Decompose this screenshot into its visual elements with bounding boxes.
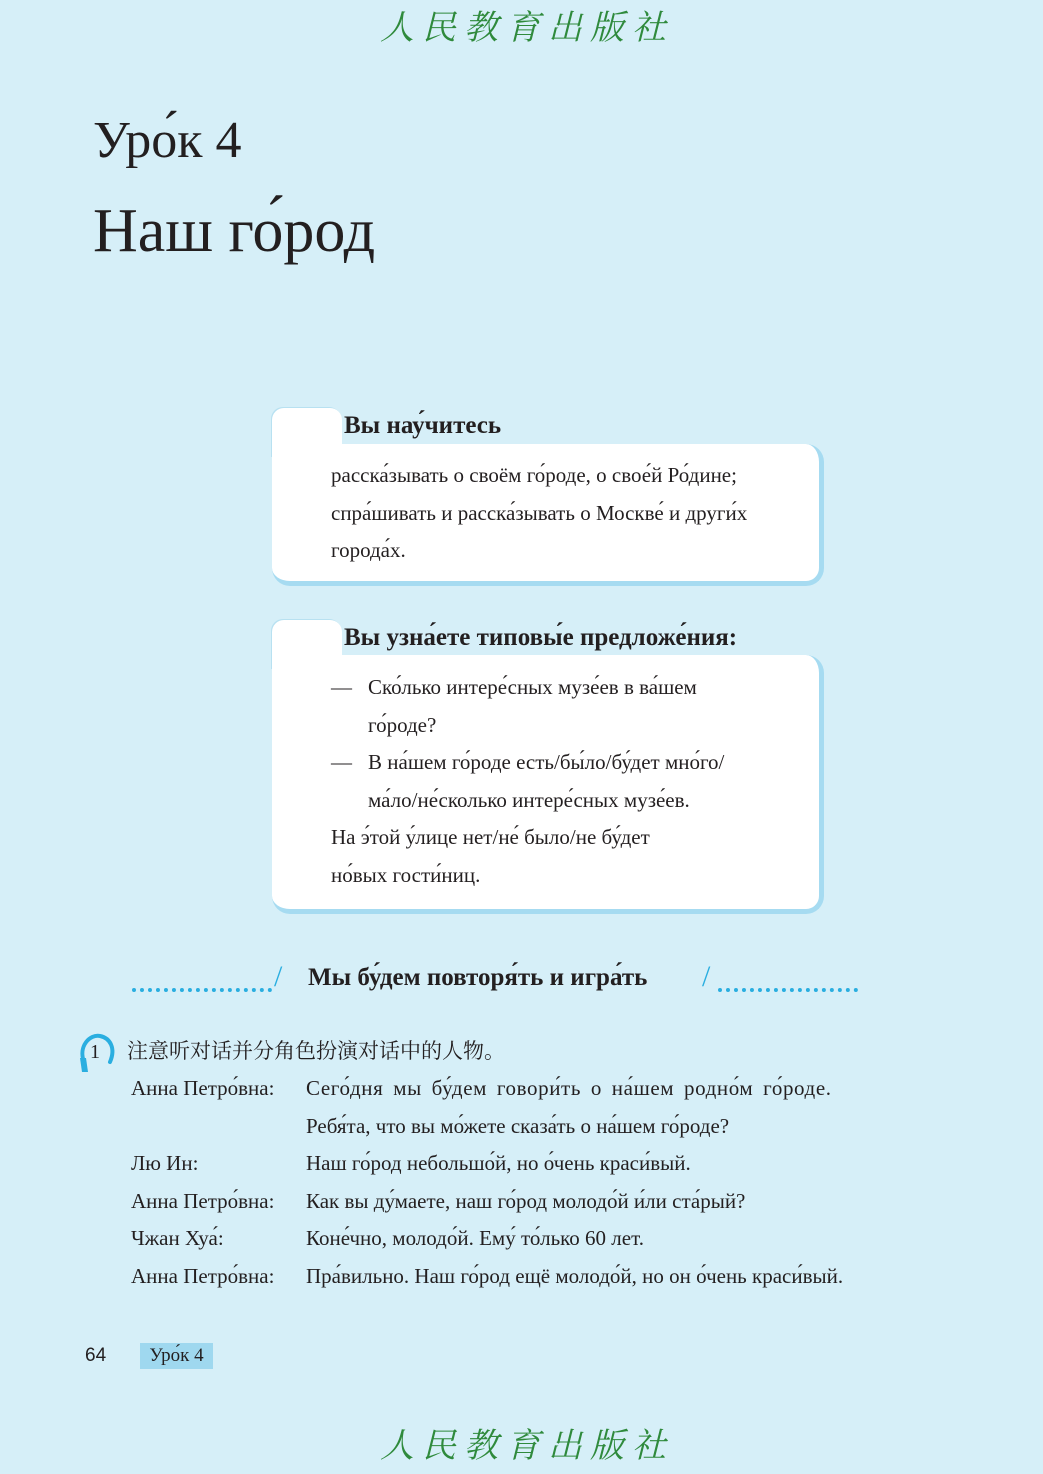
dialogue-row xyxy=(131,1145,931,1183)
exercise-number: 1 xyxy=(90,1041,100,1063)
dialogue-row xyxy=(131,1183,931,1221)
objectives-line: расска́зывать о своём го́роде, о свое́й Ро́дине; xyxy=(331,463,737,487)
model-sentence-text: го́роде? xyxy=(368,712,437,737)
dotted-rule-right xyxy=(718,968,858,992)
objectives-line: города́х. xyxy=(331,538,406,562)
publisher-logo-top: 人民教育出版社 xyxy=(380,8,674,48)
dialogue-speaker: Чжан Хуа́: xyxy=(131,1226,224,1250)
lesson-title: Наш го́род xyxy=(93,197,376,265)
dialogue-speaker: Лю Ин: xyxy=(131,1151,199,1175)
section-header xyxy=(132,958,862,998)
dialogue-line: Ребя́та, что вы мо́жете сказа́ть о на́шем го́роде? xyxy=(306,1113,730,1138)
dialogue-row xyxy=(131,1070,931,1108)
slash-left: / xyxy=(274,960,283,993)
slash-right: / xyxy=(702,960,711,993)
dash-mark: — xyxy=(331,750,352,774)
dialogue-speaker: Анна Петро́вна: xyxy=(131,1076,275,1100)
model-sentence-text: Ско́лько интере́сных музе́ев в ва́шем xyxy=(368,675,697,699)
objectives-line: спра́шивать и расска́зывать о Москве́ и други́х xyxy=(331,500,748,525)
objectives-box xyxy=(272,408,824,586)
footer-lesson-label: Уро́к 4 xyxy=(140,1343,213,1369)
dialogue-line: Коне́чно, молодо́й. Ему́ то́лько 60 лет. xyxy=(306,1226,644,1250)
publisher-logo-bottom: 人民教育出版社 xyxy=(380,1426,674,1466)
dialogue-line: Наш го́род небольшо́й, но о́чень краси́вый. xyxy=(306,1151,691,1175)
dotted-rule-left xyxy=(132,968,272,992)
dialogue-row xyxy=(131,1220,931,1258)
dialogue-row xyxy=(131,1258,931,1296)
dialogue-speaker: Анна Петро́вна: xyxy=(131,1188,275,1213)
dialogue xyxy=(131,1070,931,1295)
model-sentence-item xyxy=(331,669,724,744)
model-sentence-text: ма́ло/не́сколько интере́сных музе́ев. xyxy=(368,787,690,812)
dialogue-line: Как вы ду́маете, наш го́род молодо́й и́ли ста́рый? xyxy=(306,1188,746,1213)
section-title: Мы бу́дем повторя́ть и игра́ть xyxy=(308,964,648,991)
model-sentence-text: В на́шем го́роде есть/бы́ло/бу́дет мно́го/ xyxy=(368,750,725,774)
objectives-text xyxy=(331,457,747,570)
model-sentence-item xyxy=(331,744,724,819)
dialogue-speaker: Анна Петро́вна: xyxy=(131,1263,275,1288)
dash-mark: — xyxy=(331,675,352,699)
model-sentences-heading: Вы узна́ете типовы́е предложе́ния: xyxy=(344,624,738,651)
exercise-instruction: 注意听对话并分角色扮演对话中的人物。 xyxy=(127,1039,505,1063)
model-sentences-box xyxy=(272,620,824,914)
dialogue-row xyxy=(131,1108,931,1146)
dialogue-line: Пра́вильно. Наш го́род ещё молодо́й, но он о́чень краси́вый. xyxy=(306,1263,844,1288)
lesson-number: Уро́к 4 xyxy=(93,112,242,169)
model-sentences-text xyxy=(331,669,724,894)
model-sentence-text: но́вых гости́ниц. xyxy=(331,862,481,887)
page-number: 64 xyxy=(85,1345,107,1366)
objectives-heading: Вы нау́читесь xyxy=(344,412,502,439)
dialogue-line: Сего́дня мы бу́дем говори́ть о на́шем родно́м го́роде. xyxy=(306,1076,832,1100)
model-sentence-text: На э́той у́лице нет/не́ было/не бу́дет xyxy=(331,825,650,849)
